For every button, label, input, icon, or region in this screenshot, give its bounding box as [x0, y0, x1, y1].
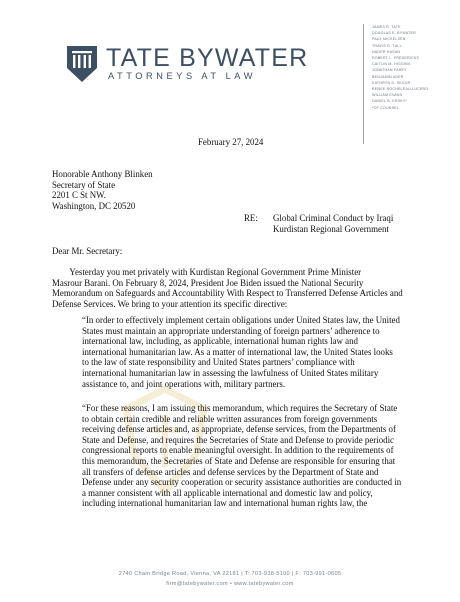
paragraph-line: Memorandum on Safeguards and Accountability With Respect to Transferred Defense Articles and	[52, 288, 403, 299]
salutation: Dear Mr. Secretary:	[52, 246, 123, 256]
partner-name: DOUGLAS E. BYWATER	[372, 31, 416, 36]
re-line: Global Criminal Conduct by Iraqi	[273, 213, 394, 223]
firm-logo-icon	[66, 46, 98, 82]
block-quote-1	[82, 315, 400, 389]
re-subject	[273, 213, 393, 234]
footer-contact: firm@tatebywater.com • www.tatebywater.com	[166, 581, 294, 587]
partner-name: PAUL MICKELSEN	[372, 37, 406, 42]
quote-line: international law, including, as applicable, international human rights law and	[82, 336, 358, 347]
firm-subtitle: ATTORNEYS AT LAW	[108, 71, 256, 81]
partner-name: JONATHAN FAHEY	[372, 68, 407, 73]
quote-line: State and Defense, and requires the Secretaries of State and Defense to provide periodic	[82, 434, 394, 445]
partner-name: RENEE ROCHELEAU-LUCERO	[372, 87, 429, 92]
partner-name: TRAVIS D. TULL	[372, 43, 402, 48]
partner-name: BENJAMIN ADER	[372, 74, 404, 79]
quote-line: States must maintain an appropriate understanding of foreign partners’ adherence to	[82, 325, 380, 336]
block-quote-2	[82, 403, 401, 509]
address-line: 2201 C St NW.	[52, 190, 106, 201]
recipient-address	[52, 169, 153, 211]
quote-line: receiving defense articles and, as appropriate, defense services, from the Departments of	[82, 424, 396, 435]
partner-name: JAMES R. TATE	[372, 25, 401, 29]
paragraph-line: Masrour Barani. On February 8, 2024, President Joe Biden issued the National Security	[52, 277, 364, 288]
quote-line: Defense under any security cooperation or security assistance authorities are conducted in	[82, 477, 402, 488]
quote-line: “In order to effectively implement certain obligations under United States law, the United	[82, 315, 400, 325]
quote-line: “For these reasons, I am issuing this memorandum, which requires the Secretary of State	[82, 403, 398, 413]
partner-name: KATHRYN D. SKGUR	[372, 80, 411, 85]
quote-line: a manner consistent with all applicable international and domestic law and policy,	[82, 487, 373, 498]
partner-name: WILLIAM EVANS	[372, 93, 403, 98]
firm-name: TATE BYWATER	[106, 44, 309, 72]
partner-name: *OF COUNSEL	[372, 105, 399, 110]
quote-line: to the law of state responsibility and United States partners’ compliance with	[82, 357, 355, 368]
partner-name: ROBERT L. FREDERICKS	[372, 56, 420, 61]
partner-name: NADER HASAN	[372, 49, 401, 54]
address-line: Secretary of State	[52, 179, 116, 190]
paragraph-intro	[52, 267, 403, 309]
quote-line: including international humanitarian law and international human rights law, the	[82, 498, 368, 509]
quote-line: assistance to, and joint operations with, military partners.	[82, 378, 286, 389]
quote-line: congressional reports to enable meaningful oversight. In addition to the requirements of	[82, 445, 394, 456]
re-line: Kurdistan Regional Government	[273, 223, 389, 234]
paragraph-line: Defense Services. We bring to your attention its specific directive:	[52, 298, 288, 309]
partner-name: CAITLIN M. HIGGINS	[372, 62, 411, 67]
quote-line: international humanitarian law in assessing the lawfulness of United States military	[82, 367, 379, 378]
address-line: Honorable Anthony Blinken	[52, 169, 153, 179]
letter-date: February 27, 2024	[198, 137, 264, 147]
quote-line: all transfers of defense articles and defense services by the Department of State and	[82, 466, 379, 477]
quote-line: international humanitarian law. As a matter of international law, the United States looks	[82, 346, 393, 357]
partner-name: DANIEL B. KRSKY*	[372, 99, 408, 104]
re-label: RE:	[244, 213, 258, 223]
footer-address: 2740 Chain Bridge Road, Vienna, VA 22181 | T: 703-938-5100 | F: 703-991-0605	[118, 571, 342, 577]
quote-line: this memorandum, the Secretaries of State and Defense are responsible for ensuring that	[82, 455, 396, 466]
quote-line: to obtain certain credible and reliable written assurances from foreign governments	[82, 413, 378, 424]
paragraph-line: Yesterday you met privately with Kurdistan Regional Government Prime Minister	[52, 267, 362, 277]
address-line: Washington, DC 20520	[52, 200, 136, 211]
partner-list	[372, 24, 428, 111]
letterhead-divider	[363, 24, 364, 144]
